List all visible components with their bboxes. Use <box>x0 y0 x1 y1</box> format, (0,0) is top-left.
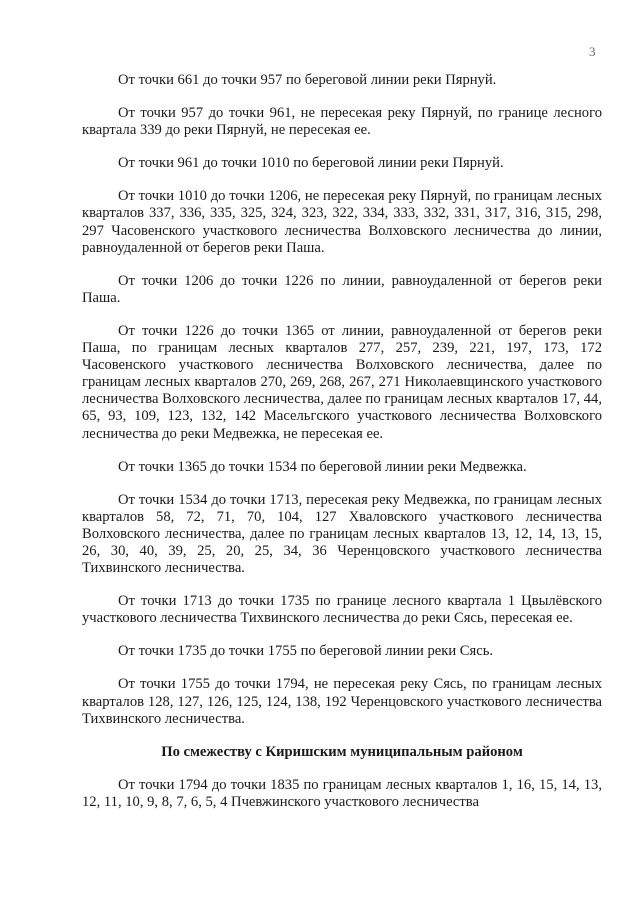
paragraph-10: От точки 1735 до точки 1755 по береговой линии реки Сясь. <box>118 643 494 660</box>
paragraph-3: От точки 961 до точки 1010 по береговой линии реки Пярнуй. <box>118 155 504 172</box>
page-number: 3 <box>589 44 596 59</box>
paragraph-1: От точки 661 до точки 957 по береговой линии реки Пярнуй. <box>118 72 497 88</box>
paragraph-final: От точки 1794 до точки 1835 по границам лесных кварталов 1, 16, 15, 14, 13, 12, 11, 10, 9, 8, 7, 6, 5, 4 Пчевжинского участкового лесничества <box>82 776 602 810</box>
paragraph-2: От точки 957 до точки 961, не пересекая реку Пярнуй, по границе лесного квартала 339 до реки Пярнуй, не пересекая ее. <box>82 105 602 139</box>
section-heading: По смежеству с Киришским муниципальным районом <box>161 743 523 760</box>
paragraph-5: От точки 1206 до точки 1226 по линии, равноудаленной от берегов реки Паша. <box>82 272 602 306</box>
paragraph-9: От точки 1713 до точки 1735 по границе лесного квартала 1 Цвылёвского участкового лесничества Тихвинского лесничества до реки Сясь, пересекая ее. <box>82 593 602 627</box>
document-body <box>82 72 602 827</box>
paragraph-4: От точки 1010 до точки 1206, не пересекая реку Пярнуй, по границам лесных кварталов 337, 336, 335, 325, 324, 323, 322, 334, 333, 332, 331, 317, 316, 315, 298, 297 Часовенского участкового лесничества Волховского лесничества до линии, равноудаленной от берегов реки Паша. <box>82 188 602 256</box>
paragraph-8: От точки 1534 до точки 1713, пересекая реку Медвежка, по границам лесных кварталов 58, 72, 71, 70, 104, 127 Хваловского участкового лесничества Волховского лесничества, далее по границам лесных кварталов 13, 12, 14, 13, 15, 26, 30, 40, 39, 25, 20, 25, 34, 36 Черенцовского участкового лесничества Тихвинского лесничества. <box>82 491 602 577</box>
paragraph-7: От точки 1365 до точки 1534 по береговой линии реки Медвежка. <box>118 458 527 475</box>
paragraph-11: От точки 1755 до точки 1794, не пересекая реку Сясь, по границам лесных кварталов 128, 127, 126, 125, 124, 138, 192 Черенцовского участкового лесничества Тихвинского лесничества. <box>82 676 602 727</box>
paragraph-6: От точки 1226 до точки 1365 от линии, равноудаленной от берегов реки Паша, по границам лесных кварталов 277, 257, 239, 221, 197, 173, 172 Часовенского участкового лесничества Волховского лесничества, далее по границам лесных кварталов 270, 269, 268, 267, 271 Николаевщинского участкового лесничества Волховского лесничества, далее по границам лесных кварталов 17, 44, 65, 93, 109, 123, 132, 142 Масельгского участкового лесничества Волховского лесничества до реки Медвежка, не пересекая ее. <box>82 322 602 442</box>
